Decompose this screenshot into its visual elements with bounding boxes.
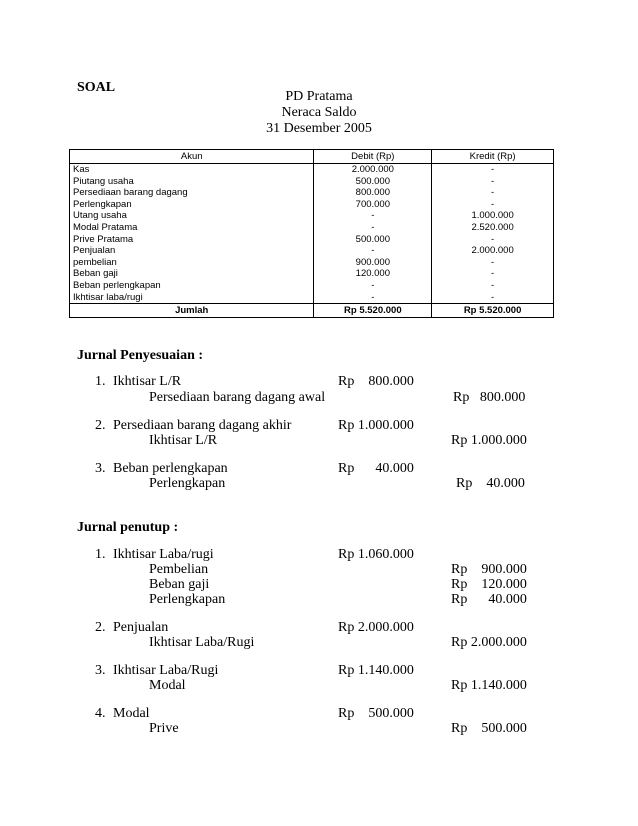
- cell-akun: Modal Pratama: [70, 222, 314, 234]
- report-date: 31 Desember 2005: [266, 121, 372, 136]
- soal-label: SOAL: [77, 80, 116, 95]
- credit-amount: Rp 2.000.000: [451, 635, 527, 650]
- column-header-kredit: Kredit (Rp): [432, 150, 554, 164]
- cell-debit: -: [314, 210, 432, 222]
- cell-kredit: -: [432, 234, 554, 246]
- entry-number: 1.: [95, 547, 106, 562]
- table-row: [70, 292, 554, 304]
- column-header-debit: Debit (Rp): [314, 150, 432, 164]
- credit-account: Perlengkapan: [149, 476, 226, 491]
- credit-amount: Rp 900.000: [451, 562, 527, 577]
- debit-account: Persediaan barang dagang akhir: [113, 418, 292, 433]
- table-row: [70, 268, 554, 280]
- entry-number: 3.: [95, 461, 106, 476]
- cell-debit: 500.000: [314, 176, 432, 188]
- debit-amount: Rp 1.140.000: [338, 663, 414, 678]
- debit-amount: Rp 800.000: [338, 374, 414, 389]
- cell-kredit: 2.000.000: [432, 245, 554, 257]
- cell-kredit: -: [432, 257, 554, 269]
- total-debit: Rp 5.520.000: [314, 304, 432, 318]
- cell-akun: Beban gaji: [70, 268, 314, 280]
- cell-kredit: -: [432, 199, 554, 211]
- cell-akun: Persediaan barang dagang: [70, 187, 314, 199]
- cell-akun: Utang usaha: [70, 210, 314, 222]
- cell-debit: 500.000: [314, 234, 432, 246]
- credit-amount: Rp 800.000: [453, 390, 526, 405]
- credit-amount: Rp 40.000: [451, 592, 527, 607]
- credit-amount: Rp 1.140.000: [451, 678, 527, 693]
- table-row: [70, 199, 554, 211]
- debit-amount: Rp 1.060.000: [338, 547, 414, 562]
- debit-account: Ikhtisar L/R: [113, 374, 182, 389]
- cell-debit: 700.000: [314, 199, 432, 211]
- cell-akun: Ikhtisar laba/rugi: [70, 292, 314, 304]
- cell-debit: 120.000: [314, 268, 432, 280]
- table-row: [70, 222, 554, 234]
- credit-account: Ikhtisar L/R: [149, 433, 218, 448]
- credit-account: Modal: [149, 678, 186, 693]
- cell-debit: -: [314, 245, 432, 257]
- cell-kredit: -: [432, 280, 554, 292]
- entry-number: 3.: [95, 663, 106, 678]
- cell-debit: 800.000: [314, 187, 432, 199]
- table-total-row: [70, 304, 554, 318]
- table-header-row: [70, 150, 554, 164]
- cell-akun: pembelian: [70, 257, 314, 269]
- credit-account: Prive: [149, 721, 179, 736]
- cell-kredit: -: [432, 292, 554, 304]
- column-header-akun: Akun: [70, 150, 314, 164]
- debit-account: Ikhtisar Laba/rugi: [113, 547, 214, 562]
- debit-account: Penjualan: [113, 620, 169, 635]
- cell-debit: -: [314, 292, 432, 304]
- cell-kredit: -: [432, 187, 554, 199]
- table-row: [70, 234, 554, 246]
- cell-akun: Kas: [70, 164, 314, 176]
- cell-debit: -: [314, 222, 432, 234]
- cell-debit: 2.000.000: [314, 164, 432, 176]
- cell-debit: 900.000: [314, 257, 432, 269]
- cell-kredit: -: [432, 176, 554, 188]
- jurnal-penyesuaian-heading: Jurnal Penyesuaian :: [77, 348, 204, 363]
- debit-account: Modal: [113, 706, 150, 721]
- entry-number: 1.: [95, 374, 106, 389]
- credit-account: Beban gaji: [149, 577, 210, 592]
- debit-amount: Rp 1.000.000: [338, 418, 414, 433]
- entry-number: 2.: [95, 620, 106, 635]
- table-row: [70, 187, 554, 199]
- total-kredit: Rp 5.520.000: [432, 304, 554, 318]
- company-name: PD Pratama: [285, 89, 353, 104]
- debit-account: Ikhtisar Laba/Rugi: [113, 663, 219, 678]
- table-row: [70, 245, 554, 257]
- cell-kredit: -: [432, 268, 554, 280]
- credit-amount: Rp 120.000: [451, 577, 527, 592]
- cell-kredit: -: [432, 164, 554, 176]
- jurnal-penutup-heading: Jurnal penutup :: [77, 520, 179, 535]
- credit-account: Pembelian: [149, 562, 209, 577]
- debit-amount: Rp 2.000.000: [338, 620, 414, 635]
- cell-akun: Perlengkapan: [70, 199, 314, 211]
- cell-akun: Piutang usaha: [70, 176, 314, 188]
- credit-account: Perlengkapan: [149, 592, 226, 607]
- entry-number: 2.: [95, 418, 106, 433]
- cell-kredit: 2.520.000: [432, 222, 554, 234]
- table-row: [70, 280, 554, 292]
- debit-account: Beban perlengkapan: [113, 461, 228, 476]
- table-row: [70, 176, 554, 188]
- cell-debit: -: [314, 280, 432, 292]
- table-row: [70, 210, 554, 222]
- table-row: [70, 164, 554, 176]
- neraca-saldo-table: [69, 149, 554, 318]
- credit-account: Persediaan barang dagang awal: [149, 390, 326, 405]
- credit-amount: Rp 1.000.000: [451, 433, 527, 448]
- debit-amount: Rp 500.000: [338, 706, 414, 721]
- credit-account: Ikhtisar Laba/Rugi: [149, 635, 255, 650]
- credit-amount: Rp 40.000: [456, 476, 525, 491]
- report-title: Neraca Saldo: [281, 105, 357, 120]
- cell-kredit: 1.000.000: [432, 210, 554, 222]
- table-row: [70, 257, 554, 269]
- cell-akun: Prive Pratama: [70, 234, 314, 246]
- credit-amount: Rp 500.000: [451, 721, 527, 736]
- entry-number: 4.: [95, 706, 106, 721]
- debit-amount: Rp 40.000: [338, 461, 414, 476]
- total-label: Jumlah: [70, 304, 314, 318]
- cell-akun: Penjualan: [70, 245, 314, 257]
- cell-akun: Beban perlengkapan: [70, 280, 314, 292]
